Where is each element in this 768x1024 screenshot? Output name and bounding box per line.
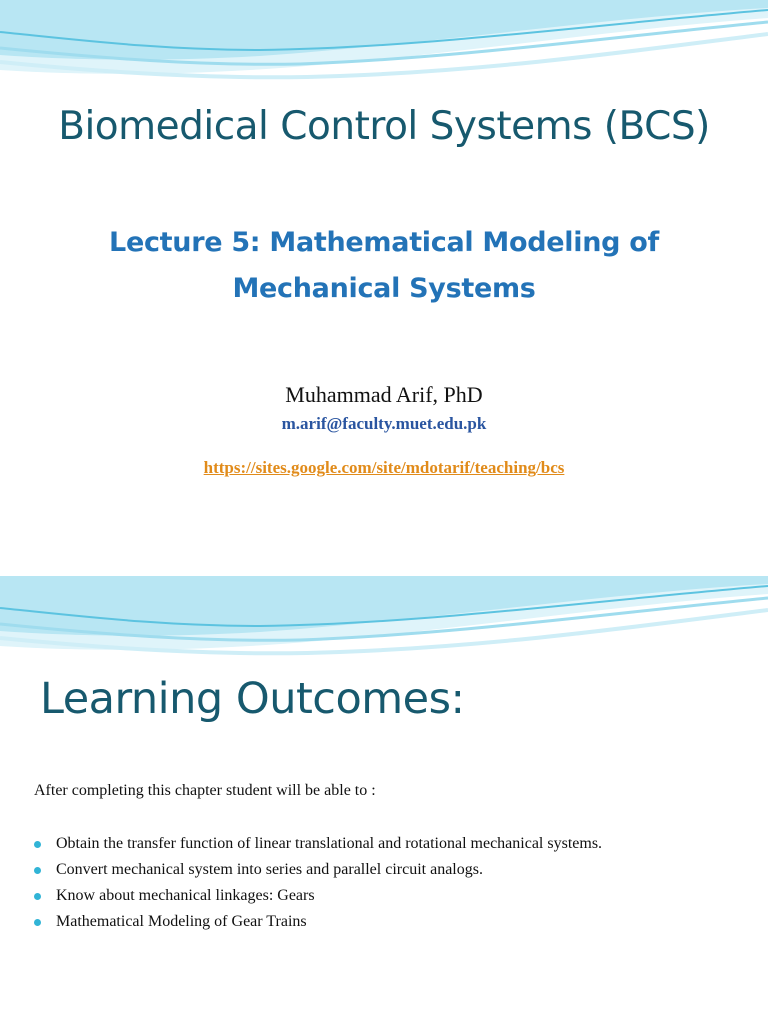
slide-title: Learning Outcomes:	[40, 674, 465, 724]
bullet-icon	[34, 919, 41, 926]
page-separator	[0, 512, 768, 576]
list-item	[34, 860, 724, 880]
list-item	[34, 834, 724, 854]
learning-outcomes-slide	[0, 576, 768, 1024]
lecture-subtitle	[84, 220, 684, 312]
list-item-text: Obtain the transfer function of linear translational and rotational mechanical systems.	[56, 835, 603, 852]
list-item	[34, 886, 724, 906]
subtitle-line-2: Mechanical Systems	[232, 273, 536, 304]
bullet-icon	[34, 841, 41, 848]
list-item-text: Mathematical Modeling of Gear Trains	[56, 913, 307, 930]
course-link[interactable]: https://sites.google.com/site/mdotarif/teaching/bcs	[203, 458, 565, 477]
list-item	[34, 912, 724, 932]
wave-header-decoration	[0, 0, 768, 90]
author-name: Muhammad Arif, PhD	[285, 382, 483, 407]
list-item-text: Convert mechanical system into series and parallel circuit analogs.	[56, 861, 483, 878]
outcomes-list	[34, 834, 724, 938]
wave-header-decoration	[0, 576, 768, 666]
bullet-icon	[34, 893, 41, 900]
list-item-text: Know about mechanical linkages: Gears	[56, 887, 315, 904]
bullet-icon	[34, 867, 41, 874]
subtitle-line-1: Lecture 5: Mathematical Modeling of	[109, 227, 659, 258]
author-email[interactable]: m.arif@faculty.muet.edu.pk	[281, 414, 487, 433]
intro-text: After completing this chapter student will be able to :	[34, 782, 376, 799]
slide-title: Biomedical Control Systems (BCS)	[58, 104, 710, 149]
